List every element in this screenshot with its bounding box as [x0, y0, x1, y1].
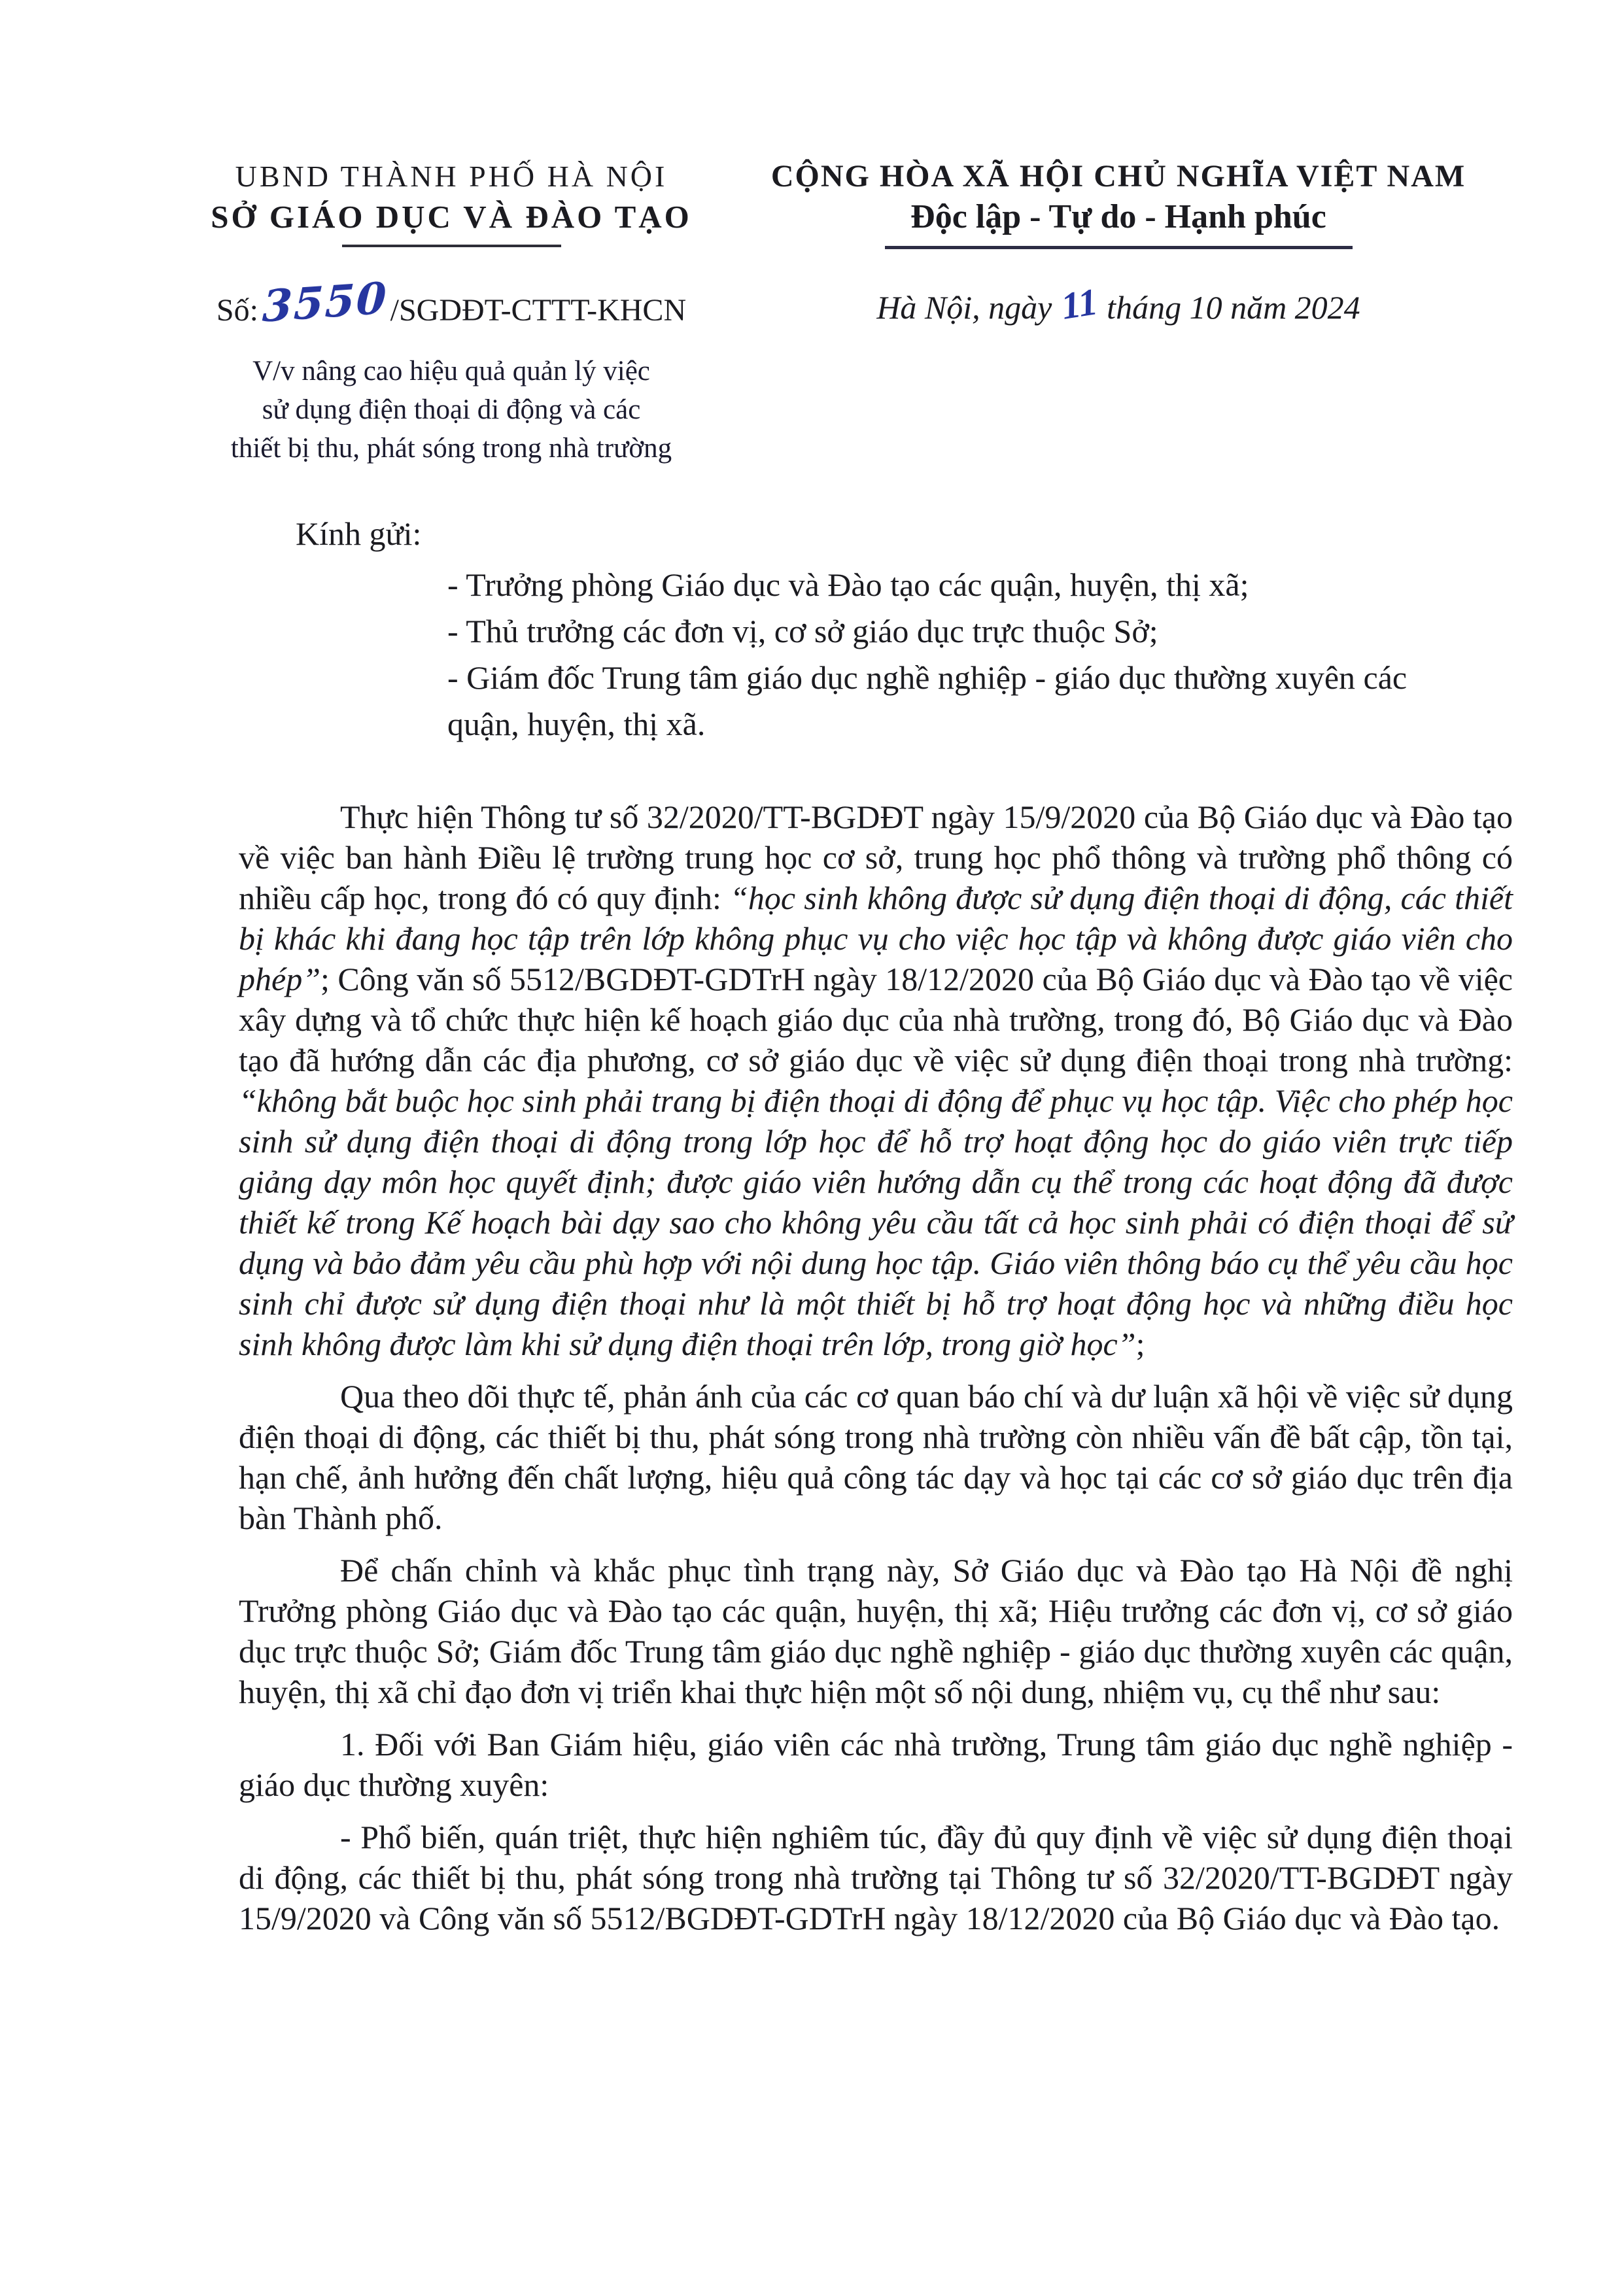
paragraph-1-quote-2: “không bắt buộc học sinh phải trang bị điện thoại di động để phục vụ học tập. Việc cho phép học sinh sử dụng điện thoại di động trong lớp học để hỗ trợ hoạt động học do giáo viên trực tiếp giảng dạy môn học quyết định; được giáo viên hướng dẫn cụ thể trong các hoạt động đã được thiết kế trong Kế hoạch bài dạy sao cho không yêu cầu tất cả học sinh phải có điện thoại để sử dụng và bảo đảm yêu cầu phù hợp với nội dung học tập. Giáo viên thông báo cụ thể yêu cầu học sinh chỉ được sử dụng điện thoại như là một thiết bị hỗ trợ hoạt động học và những điều học sinh không được làm khi sử dụng điện thoại trên lớp, trong giờ học” — [239, 1082, 1513, 1362]
date-prefix: Hà Nội, ngày — [876, 289, 1060, 326]
document-number-handwritten: 3550 — [261, 272, 389, 332]
motto-underline-rule — [885, 246, 1353, 249]
recipient-item: - Giám đốc Trung tâm giáo dục nghề nghiệp - giáo dục thường xuyên các quận, huyện, thị xã. — [447, 659, 1408, 742]
national-header-block — [723, 157, 1514, 328]
issuer-underline-rule — [342, 245, 561, 247]
date-suffix: tháng 10 năm 2024 — [1098, 289, 1360, 326]
subject-line-3: thiết bị thu, phát sóng trong nhà trường — [230, 433, 672, 464]
body-paragraph-3: Để chấn chỉnh và khắc phục tình trạng này, Sở Giáo dục và Đào tạo Hà Nội đề nghị Trưởng phòng Giáo dục và Đào tạo các quận, huyện, thị xã; Hiệu trưởng các đơn vị, cơ sở giáo dục trực thuộc Sở; Giám đốc Trung tâm giáo dục nghề nghiệp - giáo dục thường xuyên các quận, huyện, thị xã chỉ đạo đơn vị triển khai thực hiện một số nội dung, nhiệm vụ, cụ thể như sau: — [239, 1552, 1513, 1710]
body-paragraph-4: 1. Đối với Ban Giám hiệu, giáo viên các nhà trường, Trung tâm giáo dục nghề nghiệp - giáo dục thường xuyên: — [239, 1726, 1513, 1803]
document-number-label: Số: — [216, 293, 258, 328]
issuer-parent-name: UBND THÀNH PHỐ HÀ NỘI — [235, 160, 668, 193]
recipient-item: - Thủ trưởng các đơn vị, cơ sở giáo dục trực thuộc Sở; — [447, 613, 1158, 649]
body-paragraph-1 — [239, 797, 1513, 1364]
paragraph-1-text-2: ; Công văn số 5512/BGDĐT-GDTrH ngày 18/12/2020 của Bộ Giáo dục và Đào tạo về việc xây dựng và tổ chức thực hiện kế hoạch giáo dục của nhà trường, trong đó, Bộ Giáo dục và Đào tạo đã hướng dẫn các địa phương, cơ sở giáo dục về việc sử dụng điện thoại trong nhà trường: — [239, 961, 1513, 1078]
letter-body — [239, 797, 1513, 1950]
body-paragraph-5: - Phổ biến, quán triệt, thực hiện nghiêm túc, đầy đủ quy định về việc sử dụng điện thoại di động, các thiết bị thu, phát sóng trong nhà trường tại Thông tư số 32/2020/TT-BGDĐT ngày 15/9/2020 và Công văn số 5512/BGDĐT-GDTrH ngày 18/12/2020 của Bộ Giáo dục và Đào tạo. — [239, 1819, 1513, 1936]
recipient-item: - Trưởng phòng Giáo dục và Đào tạo các quận, huyện, thị xã; — [447, 566, 1249, 603]
paragraph-1-quote-1: “học sinh không được sử dụng điện thoại di động, các thiết bị khác khi đang học tập trên lớp không phục vụ cho việc học tập và không được giáo viên cho phép” — [239, 880, 1513, 997]
subject-line-1: V/v nâng cao hiệu quả quản lý việc — [252, 356, 650, 387]
salutation: Kính gửi: — [296, 515, 422, 552]
document-number-suffix: /SGDĐT-CTTT-KHCN — [390, 293, 687, 328]
document-subject — [196, 352, 706, 468]
document-number-line — [196, 272, 706, 332]
issuer-name: SỞ GIÁO DỤC VÀ ĐÀO TẠO — [211, 199, 692, 235]
paragraph-1-text: Thực hiện Thông tư số 32/2020/TT-BGDĐT ngày 15/9/2020 của Bộ Giáo dục và Đào tạo về việc ban hành Điều lệ trường trung học cơ sở, trung học phổ thông và trường phổ thông có nhiều cấp học, trong đó có quy định: — [239, 799, 1513, 916]
recipient-list — [447, 562, 1460, 747]
date-day-handwritten: 11 — [1058, 280, 1101, 328]
recipients-block — [296, 513, 1525, 747]
issuing-authority-block — [196, 157, 706, 468]
national-motto: Độc lập - Tự do - Hạnh phúc — [910, 198, 1326, 235]
country-name: CỘNG HÒA XÃ HỘI CHỦ NGHĨA VIỆT NAM — [770, 159, 1466, 194]
subject-line-2: sử dụng điện thoại di động và các — [262, 394, 641, 425]
body-paragraph-2: Qua theo dõi thực tế, phản ánh của các cơ quan báo chí và dư luận xã hội về việc sử dụng điện thoại di động, các thiết bị thu, phát sóng trong nhà trường còn nhiều vấn đề bất cập, tồn tại, hạn chế, ảnh hưởng đến chất lượng, hiệu quả công tác dạy và học tại các cơ sở giáo dục trên địa bàn Thành phố. — [239, 1378, 1513, 1536]
paragraph-1-closing: ; — [1135, 1326, 1145, 1362]
place-date-line — [723, 280, 1514, 328]
